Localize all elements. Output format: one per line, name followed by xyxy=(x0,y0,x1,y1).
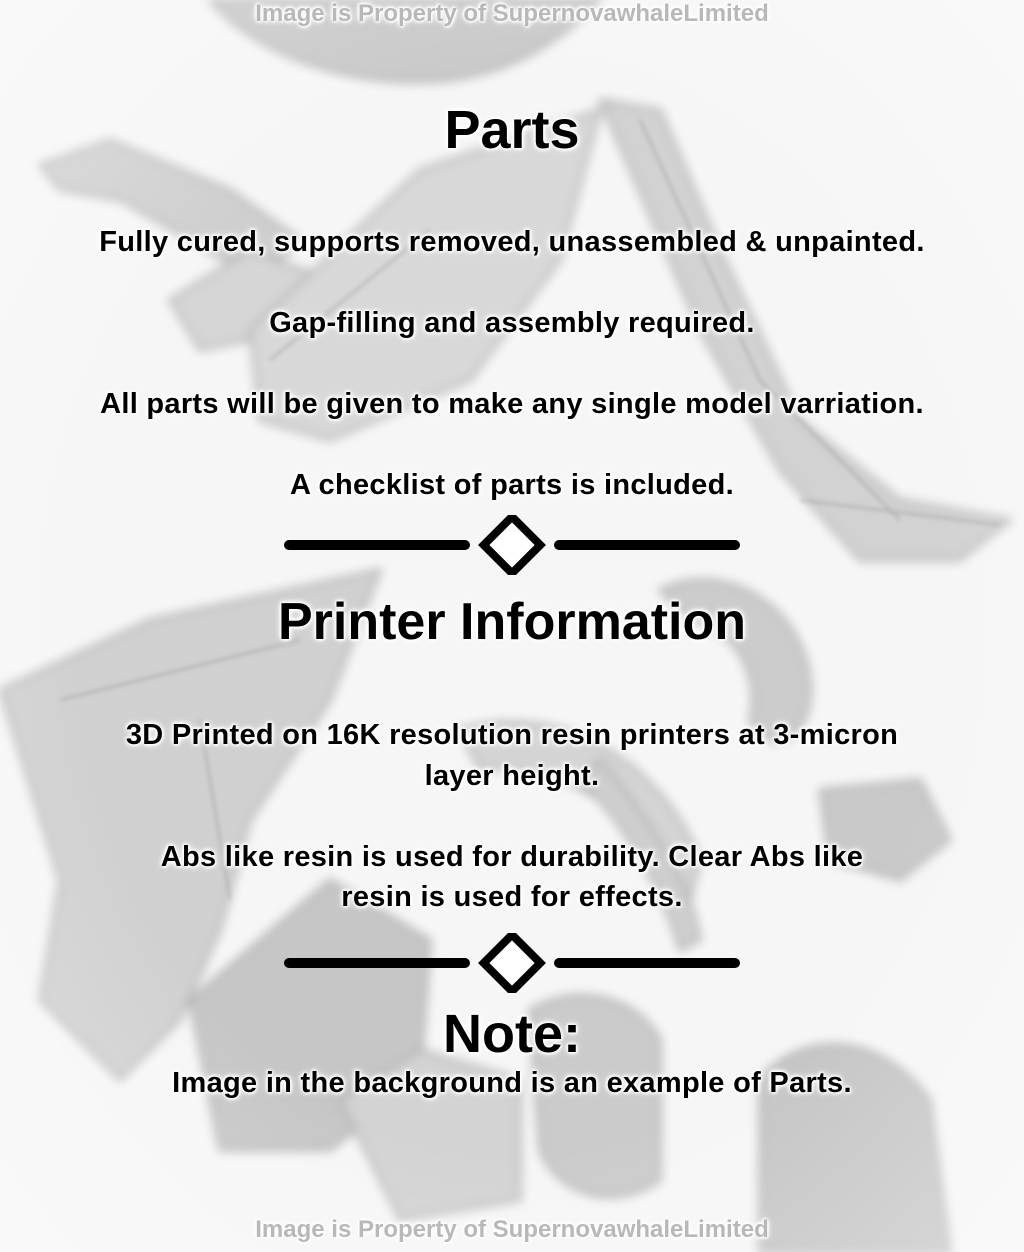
printer-para2-line1: Abs like resin is used for durability. Clear Abs like xyxy=(160,841,864,873)
note-heading: Note: xyxy=(443,1004,581,1064)
printer-heading: Printer Information xyxy=(277,593,747,651)
printer-para2-line2: resin is used for effects. xyxy=(341,881,683,913)
parts-heading: Parts xyxy=(444,100,580,160)
parts-line-2: Gap-filling and assembly required. xyxy=(269,307,755,339)
parts-line-1: Fully cured, supports removed, unassembled & unpainted. xyxy=(99,226,925,258)
parts-line-4: A checklist of parts is included. xyxy=(290,469,734,501)
watermark-top: Image is Property of SupernovawhaleLimited xyxy=(255,0,769,27)
note-text: Image in the background is an example of Parts. xyxy=(172,1067,852,1099)
printer-para1-line1: 3D Printed on 16K resolution resin printers at 3-micron xyxy=(125,719,899,751)
parts-line-3: All parts will be given to make any single model varriation. xyxy=(100,388,924,420)
printer-para1-line2: layer height. xyxy=(424,760,600,792)
section-divider-1 xyxy=(280,515,744,575)
section-divider-2 xyxy=(280,933,744,993)
watermark-bottom: Image is Property of SupernovawhaleLimited xyxy=(255,1216,769,1243)
